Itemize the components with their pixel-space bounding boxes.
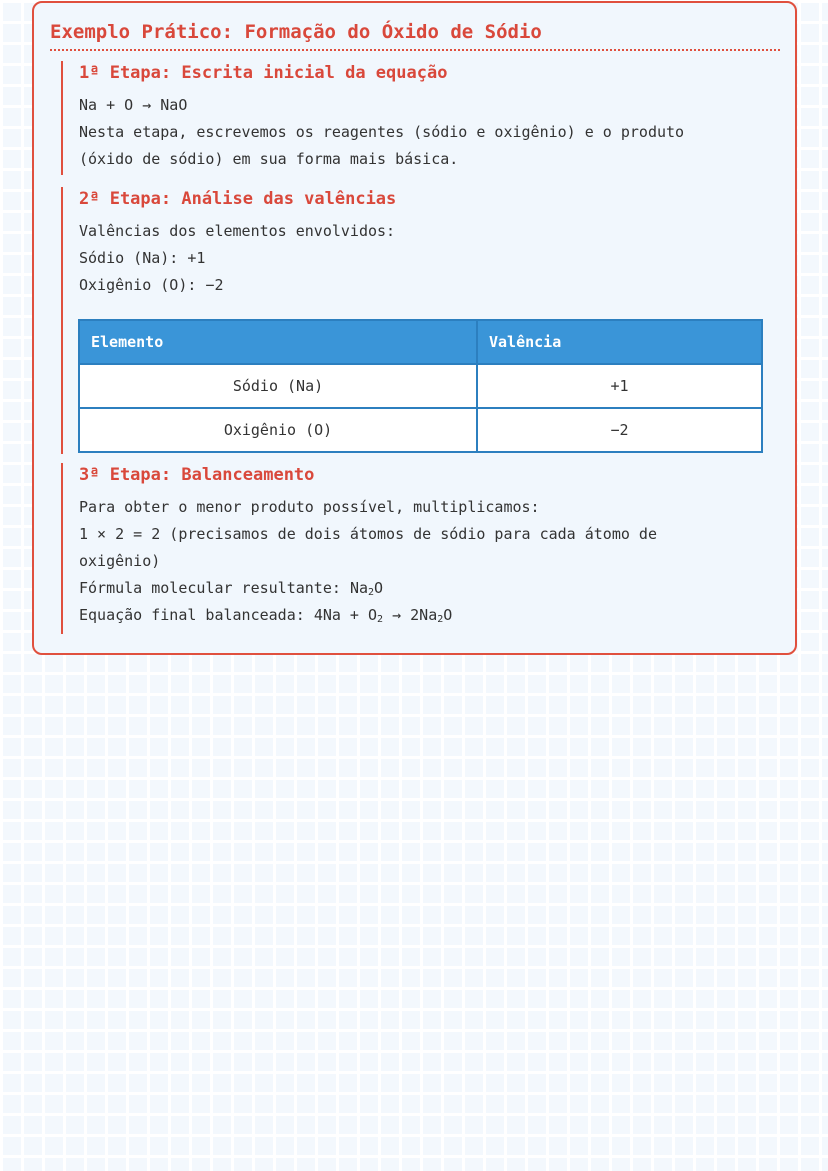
step-1-description-line-2: (óxido de sódio) em sua forma mais básica. [79, 150, 459, 168]
equation-subscript: 2 [377, 614, 384, 625]
step-2-sodium-valence: Sódio (Na): +1 [79, 249, 206, 267]
step-3-line-3: oxigênio) [79, 552, 161, 570]
example-card [32, 1, 797, 655]
step-2-intro: Valências dos elementos envolvidos: [79, 222, 396, 240]
step-3-line-2: 1 × 2 = 2 (precisamos de dois átomos de sódio para cada átomo de [79, 525, 657, 543]
equation-subscript: 2 [437, 614, 444, 625]
formula-label: Fórmula molecular resultante: [79, 579, 350, 597]
step-3-formula [79, 575, 781, 602]
step-2-oxygen-valence: Oxigênio (O): −2 [79, 276, 224, 294]
step-1-equation: Na + O → NaO [79, 96, 188, 114]
table-cell-valence: +1 [477, 364, 762, 408]
valence-table [78, 319, 763, 453]
table-cell-valence: −2 [477, 408, 762, 452]
step-3-line-1: Para obter o menor produto possível, multiplicamos: [79, 498, 540, 516]
table-cell-element: Oxigênio (O) [79, 408, 477, 452]
table-cell-element: Sódio (Na) [79, 364, 477, 408]
column-header-valence: Valência [477, 320, 762, 364]
formula-part: Na [349, 579, 368, 597]
formula-part: O [374, 579, 384, 597]
step-3-final-equation [79, 602, 781, 629]
table-row [79, 364, 762, 408]
step-2-title: 2ª Etapa: Análise das valências [79, 189, 397, 209]
column-header-element: Elemento [79, 320, 477, 364]
equation-label: Equação final balanceada: [79, 606, 314, 624]
equation-part: O [443, 606, 453, 624]
formula-subscript: 2 [368, 587, 375, 598]
step-3-title: 3ª Etapa: Balanceamento [79, 465, 315, 485]
equation-part: → 2Na [383, 606, 438, 624]
equation-part: 4Na + O [313, 606, 378, 624]
step-3 [61, 463, 781, 634]
step-1-description-line-1: Nesta etapa, escrevemos os reagentes (sódio e oxigênio) e o produto [79, 123, 685, 141]
step-1-title: 1ª Etapa: Escrita inicial da equação [79, 63, 448, 83]
step-1 [61, 61, 781, 175]
table-header-row [79, 320, 762, 364]
page-title: Exemplo Prático: Formação do Óxido de Sódio [50, 21, 780, 51]
table-row [79, 408, 762, 452]
